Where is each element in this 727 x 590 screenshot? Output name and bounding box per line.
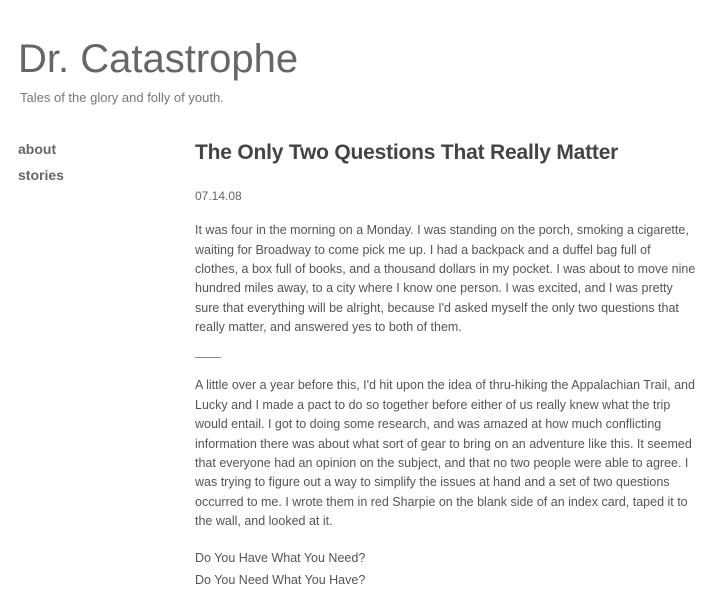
post-title: The Only Two Questions That Really Matter — [195, 141, 619, 164]
site-header — [0, 0, 727, 105]
post-question: Do You Need What You Have? — [195, 572, 366, 587]
site-tagline: Tales of the glory and folly of youth. — [20, 90, 224, 105]
post-question: Do You Have What You Need? — [195, 551, 366, 566]
sidebar-item-stories[interactable]: stories — [18, 166, 64, 183]
post-paragraph: It was four in the morning on a Monday. I was standing on the porch, smoking a cigarette, waiting for Broadway to come pick me up. I had a backpack and a duffel bag full of clothes, a box full of books, and a thousand dollars in my pocket. I was about to move nine hundred miles away, to a city where I know one person. I was excited, and I was pretty sure that everything will be alright, because I'd asked myself the only two questions that really matter, and answered yes to both of them. — [195, 223, 696, 335]
post-paragraph: A little over a year before this, I'd hit upon the idea of thru-hiking the Appalachian Trail, and Lucky and I made a pact to do so together before either of us really knew what the trip would entail. I got to doing some research, and was amazed at how much conflicting information there was about what sort of gear to bring on an adventure like this. It seemed that everyone had an opinion on the subject, and that no two people were able to agree. I was trying to figure out a way to simplify the issues at hand and a set of two questions occurred to me. I wrote them in red Sharpie on the blank side of an index card, taped it to the wall, and looked at it. — [195, 378, 695, 529]
sidebar-nav — [0, 140, 195, 191]
section-divider — [195, 357, 221, 358]
sidebar-item-about[interactable]: about — [18, 141, 57, 157]
post-date: 07.14.08 — [195, 189, 242, 204]
main-content — [195, 140, 727, 590]
site-title: Dr. Catastrophe — [18, 37, 299, 81]
content-wrapper — [0, 140, 727, 590]
post-body — [195, 221, 697, 590]
